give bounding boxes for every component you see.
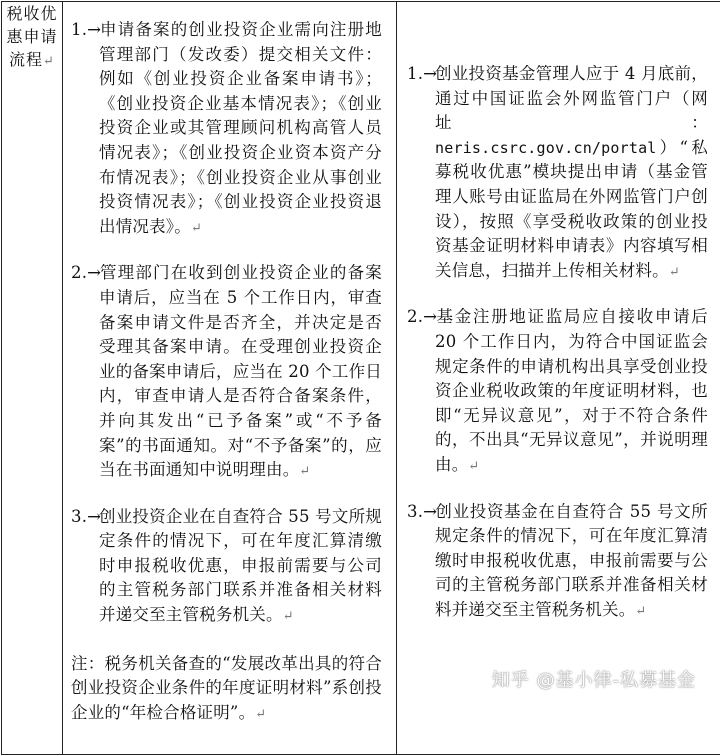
table-row [2,2,720,755]
portal-url: neris.csrc.gov.cn/portal [435,139,657,157]
process-table [1,1,720,755]
row-label-text: 税收优惠申请流程 [6,4,57,69]
left-item-2: 2.→管理部门在收到创业投资企业的备案申请后，应当在 5 个工作日内，审查备案申请文件是否齐全，并决定是否受理其备案申请。在受理创业投资企业的备案申请后，应当在 20 个工作日内，审查申请人是否符合备案条件，并向其发出“已予备案”或“不予备案”的书面通知。对“不予备案”的，应当在书面通知中说明理由。↵ [71,261,382,484]
right-item-2: 2.→基金注册地证监局应自接收申请后 20 个工作日内，为符合中国证监会规定条件的申请机构出具享受创业投资企业税收政策的年度证明材料，也即“无异议意见”，对于不符合条件的，不出具“无异议意见”，并说明理由。↵ [407,305,708,479]
right-column [397,2,720,755]
right-item-1: 1.→创业投资基金管理人应于 4 月底前，通过中国证监会外网监管门户（网址：neris.csrc.gov.cn/portal）“私募税收优惠”模块提出申请（基金管理人账号由证监局在外网监管门户创设），按照《享受税收政策的创业投资基金证明材料申请表》内容填写相关信息，扫描并上传相关材料。↵ [407,62,708,285]
row-label [2,2,62,73]
left-note: 注：税务机关备查的“发展改革出具的符合创业投资企业条件的年度证明材料”系创投企业的“年检合格证明”。↵ [71,652,382,728]
left-item-3: 3.→创业投资企业在自查符合 55 号文所规定条件的情况下，可在年度汇算清缴时申报税收优惠，申报前需要与公司的主管税务部门联系并准备相关材料并递交至主管税务机关。↵ [71,505,382,630]
return-mark: ↵ [43,54,55,69]
left-column [63,2,397,755]
row-label-cell [2,2,63,755]
watermark: 知乎 @基小律-私募基金 [492,666,696,692]
left-item-1: 1.→申请备案的创业投资企业需向注册地管理部门（发改委）提交相关文件：例如《创业投资企业备案申请书》；《创业投资企业基本情况表》；《创业投资企业或其管理顾问机构高管人员情况表》；《创业投资企业资本资产分布情况表》；《创业投资企业从事创业投资情况表》；《创业投资企业投资退出情况表》。↵ [71,18,382,241]
right-item-3: 3.→创业投资基金在自查符合 55 号文所规定条件的情况下，可在年度汇算清缴时申报税收优惠，申报前需要与公司的主管税务部门联系并准备相关材料并递交至主管税务机关。↵ [407,500,708,625]
